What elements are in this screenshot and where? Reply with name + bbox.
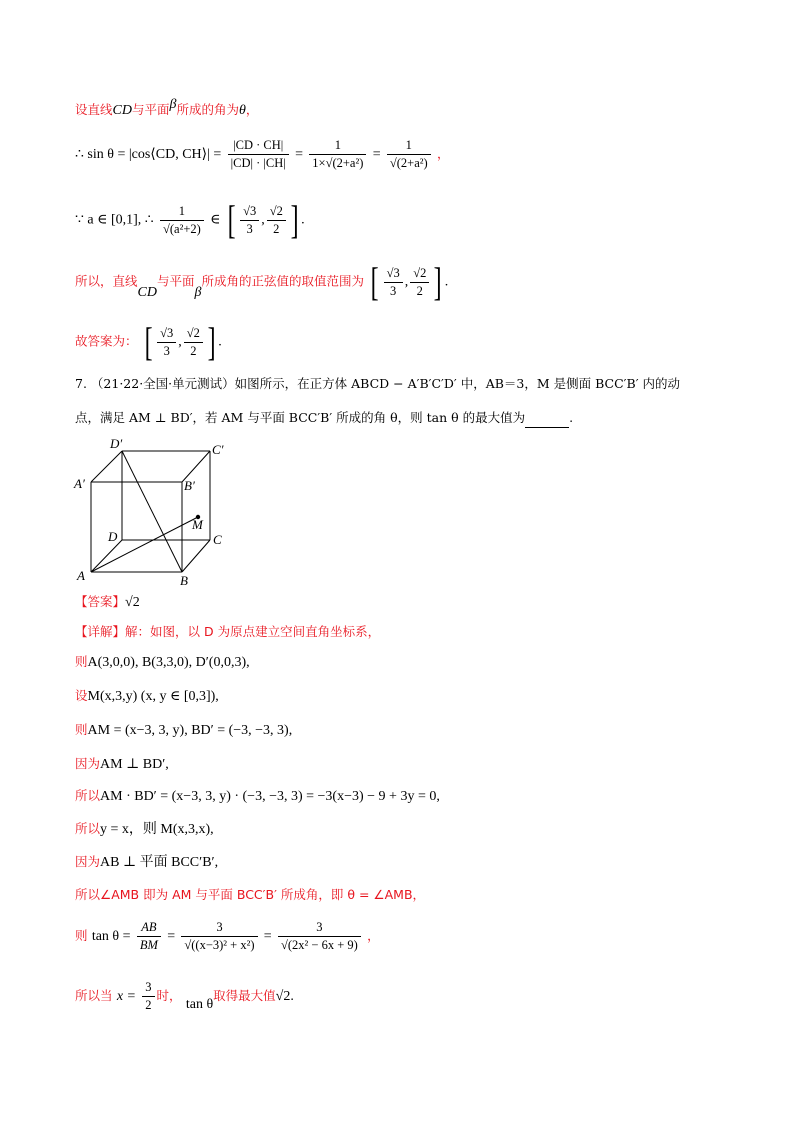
label-D: D: [108, 529, 118, 544]
solution-step-10: 所以当 x = $\frac{3}{2}$ 时， tan θ取得最大值√2.: [75, 980, 294, 1012]
line-sin-theta: ∴ sin θ = |cos⟨CD, CH⟩| = $\frac{|CD \cdot CH|}{|CD| \cdot |CH|}$ = $\frac{1}{\text{1×√(2+a²)}}$ = $\frac{1}{\text{√(2+a²)}}$ ，: [75, 138, 450, 170]
label-A: A: [77, 568, 85, 583]
problem-number: 7.: [75, 376, 87, 391]
solution-step-9: 则 tan θ = $\frac{AB}{BM}$ = $\frac{3}{\text{√((x−3)² + x²)}}$ = $\frac{3}{\text{√(2x² − 6x + 9)}}$ ，: [75, 920, 380, 952]
solution-step-2: 设M(x,3,y) (x, y ∈ [0,3]),: [75, 688, 219, 704]
line-angle-definition: 设直线CD与平面β所成的角为θ，: [75, 97, 259, 118]
line-conclusion: 所以，直线CD与平面β所成角的正弦值的取值范围为 [ $\frac{√3}{3}$ , $\frac{√2}{2}$ ] .: [75, 259, 449, 304]
label-C: C: [213, 532, 222, 547]
solution-step-7: 因为AB ⊥ 平面 BCC′B′,: [75, 854, 219, 870]
label-B1: B′: [184, 478, 195, 493]
fraction-step-2: $\frac{1}{\text{1×√(2+a²)}}$: [309, 138, 366, 171]
label-D1: D′: [110, 436, 123, 451]
solution-step-8: 所以∠AMB 即为 AM 与平面 BCC′B′ 所成角，即 θ = ∠AMB，: [75, 887, 426, 902]
label-B: B: [180, 573, 188, 588]
problem-statement-line2: 点，满足 AM ⊥ BD′，若 AM 与平面 BCC′B′ 所成的角 θ，则 tan θ 的最大值为 .: [75, 408, 573, 428]
answer-line: [75, 592, 140, 613]
answer-blank: [525, 413, 569, 428]
answer-value: √2: [125, 595, 140, 610]
solution-step-3: 则AM = (x−3, 3, y), BD′ = (−3, −3, 3),: [75, 722, 293, 738]
edge-A-D: [91, 540, 122, 572]
segment-B-D1: [122, 451, 182, 572]
label-M: M: [192, 517, 203, 532]
problem-statement-line1: 7. （21·22·全国·单元测试）如图所示，在正方体 ABCD − A′B′C′D′ 中，AB＝3，M 是侧面 BCC′B′ 内的动: [75, 376, 681, 391]
solution-step-5: 所以AM · BD′ = (x−3, 3, y) · (−3, −3, 3) = −3(x−3) − 9 + 3y = 0,: [75, 788, 440, 804]
line-range-derivation: ∵ a ∈ [0,1], ∴ $\frac{1}{\text{√(a²+2)}}$ ∈ [ $\frac{√3}{3}$ , $\frac{√2}{2}$ ] .: [75, 197, 305, 242]
edge-B-C: [182, 540, 210, 572]
fraction-dot-over-norms: $\frac{|CD \cdot CH|}{|CD| \cdot |CH|}$: [228, 138, 289, 171]
solution-intro: 【详解】解：如图，以 D 为原点建立空间直角坐标系，: [75, 624, 381, 639]
cube-figure: [72, 432, 232, 592]
edge-A1-D1: [91, 451, 122, 482]
label-C1: C′: [212, 442, 224, 457]
solution-step-6: 所以y = x，则 M(x,3,x),: [75, 821, 214, 837]
solution-step-4: 因为AM ⊥ BD′,: [75, 756, 169, 772]
label-A1: A′: [74, 476, 85, 491]
line-answer-prev: 故答案为： [ $\frac{√3}{3}$ , $\frac{√2}{2}$ ] .: [75, 319, 222, 364]
solution-step-1: 则A(3,0,0), B(3,3,0), D′(0,0,3),: [75, 654, 250, 670]
problem-source: （21·22·全国·单元测试）: [90, 376, 235, 391]
fraction-step-3: $\frac{1}{\text{√(2+a²)}}$: [387, 138, 431, 171]
answer-label: 【答案】: [75, 594, 126, 609]
